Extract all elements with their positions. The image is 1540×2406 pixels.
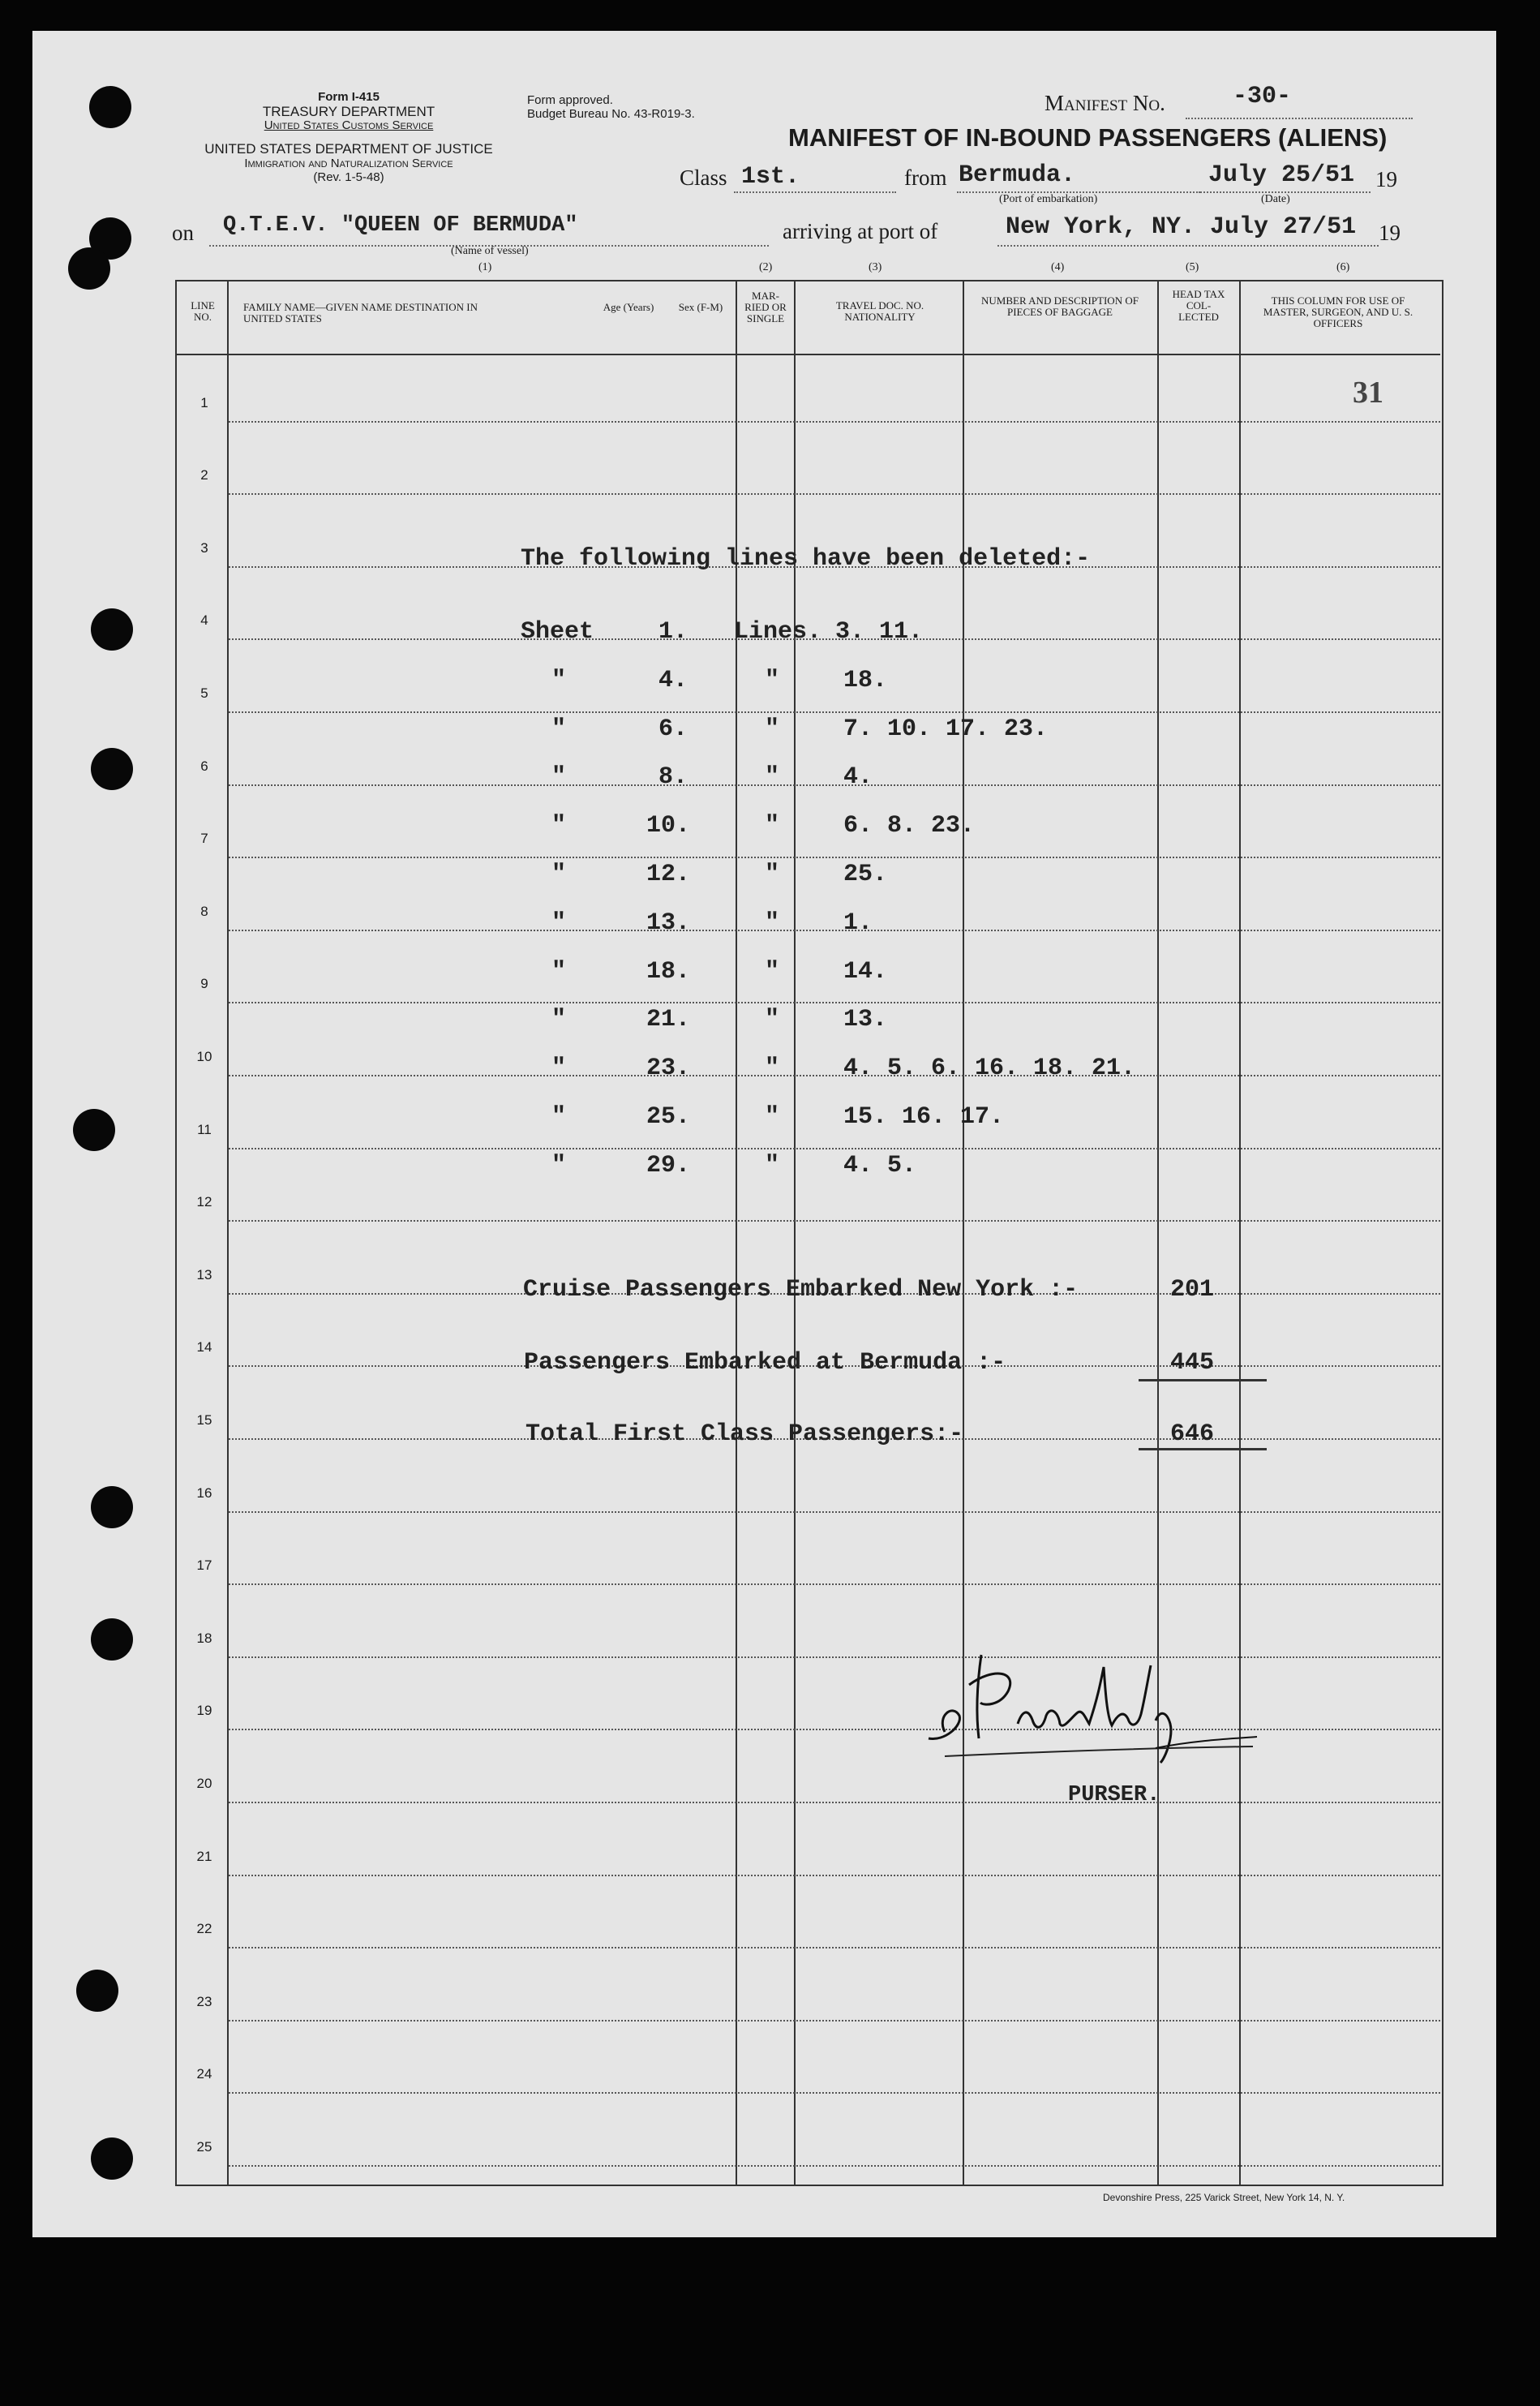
colnum-5: (5)	[1186, 261, 1199, 273]
treasury-dept: TREASURY DEPARTMENT	[262, 104, 435, 119]
deletion-mark: "	[551, 1151, 567, 1179]
deletion-lines-mark: "	[765, 812, 780, 840]
row-rule	[229, 1947, 1440, 1948]
line-number: 10	[196, 1049, 212, 1064]
row-rule	[229, 784, 1440, 786]
deletion-sheet: 12.	[646, 861, 691, 888]
row-rule	[229, 1220, 1440, 1222]
deletion-mark: "	[551, 812, 567, 840]
line-number: 1	[200, 394, 208, 410]
row-rule	[229, 930, 1440, 931]
line-number: 21	[196, 1848, 212, 1864]
vessel-value: Q.T.E.V. "QUEEN OF BERMUDA"	[223, 213, 578, 238]
total-rule	[1139, 1448, 1267, 1450]
deletion-mark: "	[551, 715, 567, 743]
port-value: Bermuda.	[959, 161, 1076, 189]
total-label-first-class: Total First Class Passengers:-	[525, 1420, 964, 1448]
col-sex: Sex (F-M)	[678, 301, 723, 313]
class-label: Class	[680, 165, 727, 190]
row-rule	[229, 421, 1440, 423]
row-rule	[229, 1002, 1440, 1003]
from-label: from	[904, 165, 947, 190]
binder-hole	[91, 2137, 133, 2180]
line-number: 17	[196, 1557, 212, 1574]
deletion-lines-mark: "	[765, 715, 780, 743]
deletion-mark: "	[551, 763, 567, 792]
line-number: 3	[200, 539, 208, 556]
deletion-lines-mark: "	[765, 1055, 780, 1083]
class-value: 1st.	[741, 163, 800, 191]
header-rule	[175, 354, 1440, 355]
line-number: 12	[196, 1194, 212, 1210]
line-number: 2	[200, 467, 208, 483]
port-caption: (Port of embarkation)	[999, 193, 1098, 205]
line-number: 24	[196, 2066, 212, 2082]
line-number: 25	[196, 2139, 212, 2155]
binder-hole	[91, 608, 133, 651]
deletion-lines: 4. 5.	[843, 1151, 917, 1179]
deletion-mark: "	[551, 909, 567, 937]
deletion-mark: "	[551, 957, 567, 986]
binder-hole	[73, 1109, 115, 1151]
deletion-sheet: 8.	[658, 763, 688, 792]
line-number: 23	[196, 1993, 212, 2009]
line-number: 13	[196, 1266, 212, 1282]
deletion-sheet: 21.	[646, 1006, 691, 1034]
line-number: 18	[196, 1630, 212, 1646]
manifest-no-line	[1186, 118, 1413, 119]
deletion-sheet: 25.	[646, 1103, 691, 1131]
revision: (Rev. 1-5-48)	[313, 170, 384, 184]
total-value-bermuda: 445	[1170, 1349, 1215, 1377]
arrival-suffix: 19	[1379, 221, 1401, 245]
binder-hole	[91, 1486, 133, 1528]
deletion-lines: 1.	[843, 909, 873, 937]
row-rule	[229, 1875, 1440, 1876]
deletion-sheet: 13.	[646, 909, 691, 937]
deletion-lines: 3. 11.	[835, 618, 924, 646]
deletion-mark: "	[551, 1055, 567, 1083]
form-approved: Form approved.	[527, 93, 613, 107]
line-number: 8	[200, 903, 208, 919]
class-line	[734, 191, 896, 193]
form-number: Form I-415	[318, 90, 380, 104]
col-married: MAR-RIED OR SINGLE	[744, 290, 787, 324]
row-rule	[229, 857, 1440, 858]
col-baggage: NUMBER AND DESCRIPTION OF PIECES OF BAGGAGE	[981, 294, 1139, 318]
purser-signature	[912, 1635, 1261, 1777]
deletion-sheet: 23.	[646, 1055, 691, 1083]
deletion-lines-mark: "	[765, 666, 780, 694]
colnum-3: (3)	[869, 261, 882, 273]
line-number: 15	[196, 1412, 212, 1428]
row-rule	[229, 1511, 1440, 1513]
deletion-lines: 4. 5. 6. 16. 18. 21.	[843, 1055, 1136, 1083]
row-rule	[229, 1802, 1440, 1803]
deletion-lines-mark: "	[765, 1151, 780, 1179]
deletion-mark: "	[551, 861, 567, 888]
deletion-mark: "	[551, 666, 567, 694]
deletion-sheet: 1.	[658, 618, 688, 646]
vessel-caption: (Name of vessel)	[451, 245, 529, 257]
date-suffix: 19	[1375, 167, 1397, 191]
purser-label: PURSER.	[1068, 1783, 1160, 1807]
deletion-lines: 6. 8. 23.	[843, 812, 976, 840]
deletion-lines-mark: "	[765, 861, 780, 888]
line-number: 5	[200, 685, 208, 701]
binder-hole	[76, 1970, 118, 2012]
deletion-lines: 4.	[843, 763, 873, 792]
col-headtax: HEAD TAX COL-LECTED	[1172, 288, 1225, 323]
total-label-bermuda: Passengers Embarked at Bermuda :-	[524, 1349, 1006, 1377]
row-rule	[229, 1075, 1440, 1076]
total-label-cruise: Cruise Passengers Embarked New York :-	[523, 1276, 1079, 1304]
deletion-mark: "	[551, 1006, 567, 1034]
deletion-lines: 15. 16. 17.	[843, 1103, 1005, 1131]
arrival-value: New York, NY. July 27/51	[1006, 213, 1357, 241]
deletion-lines: 13.	[843, 1006, 888, 1034]
line-number: 9	[200, 976, 208, 992]
on-label: on	[172, 221, 194, 245]
ins-service: Immigration and Naturalization Service	[244, 157, 453, 170]
manifest-no-label: Manifest No.	[1045, 91, 1165, 115]
deletion-lines-mark: "	[765, 909, 780, 937]
subtotal-rule	[1139, 1379, 1267, 1381]
budget-bureau: Budget Bureau No. 43-R019-3.	[527, 107, 695, 121]
line-number: 20	[196, 1776, 212, 1791]
line-number: 6	[200, 758, 208, 774]
line-number: 4	[200, 612, 208, 629]
deletion-sheet: 6.	[658, 715, 688, 743]
binder-hole	[68, 247, 110, 290]
binder-hole	[91, 748, 133, 790]
row-rule	[229, 2020, 1440, 2021]
deletion-lines: 25.	[843, 861, 888, 888]
binder-hole	[89, 86, 131, 128]
date-caption: (Date)	[1261, 193, 1290, 205]
deletion-mark: Sheet	[521, 618, 594, 646]
colnum-4: (4)	[1051, 261, 1065, 273]
row-rule	[229, 2165, 1440, 2167]
col-line-no: LINE NO.	[191, 299, 215, 323]
line-number: 14	[196, 1339, 212, 1356]
binder-hole	[91, 1618, 133, 1661]
deletion-lines-mark: "	[765, 1103, 780, 1131]
col-officers: THIS COLUMN FOR USE OF MASTER, SURGEON, AND U. S. OFFICERS	[1263, 294, 1413, 329]
col-age: Age (Years)	[603, 301, 654, 313]
colnum-2: (2)	[759, 261, 773, 273]
deletion-lines: 18.	[843, 666, 888, 694]
row-rule	[229, 493, 1440, 495]
colnum-6: (6)	[1336, 261, 1350, 273]
col-travel: TRAVEL DOC. NO. NATIONALITY	[835, 299, 924, 323]
manifest-no-value: -30-	[1233, 83, 1292, 110]
line-number: 22	[196, 1921, 212, 1937]
line-number: 16	[196, 1484, 212, 1501]
deletion-sheet: 10.	[646, 812, 691, 840]
deletion-sheet: 4.	[658, 666, 688, 694]
deletion-lines: 14.	[843, 957, 888, 986]
deletion-lines-mark: "	[765, 1006, 780, 1034]
row-rule	[229, 1583, 1440, 1585]
deletion-lines-mark: Lines.	[734, 618, 822, 646]
colnum-1: (1)	[478, 261, 492, 273]
row-rule	[229, 638, 1440, 640]
col-name: FAMILY NAME—GIVEN NAME DESTINATION IN UNITED STATES	[243, 301, 478, 324]
row-rule	[229, 2092, 1440, 2094]
row-rule	[229, 711, 1440, 713]
line-number: 11	[197, 1121, 212, 1137]
page-stamp: 31	[1353, 376, 1383, 410]
deleted-heading: The following lines have been deleted:-	[521, 545, 1091, 573]
customs-service: United States Customs Service	[264, 118, 434, 132]
deletion-lines-mark: "	[765, 957, 780, 986]
line-number: 7	[200, 831, 208, 847]
total-value-first-class: 646	[1170, 1420, 1215, 1448]
date-value: July 25/51	[1208, 161, 1355, 189]
line-number: 19	[196, 1703, 212, 1719]
deletion-lines: 7. 10. 17. 23.	[843, 715, 1049, 743]
deletion-sheet: 18.	[646, 957, 691, 986]
form-title: MANIFEST OF IN-BOUND PASSENGERS (ALIENS)	[788, 123, 1388, 152]
arrival-line	[997, 245, 1379, 247]
deletion-lines-mark: "	[765, 763, 780, 792]
total-value-cruise: 201	[1170, 1276, 1215, 1304]
deletion-sheet: 29.	[646, 1151, 691, 1179]
justice-dept: UNITED STATES DEPARTMENT OF JUSTICE	[204, 141, 493, 157]
deletion-mark: "	[551, 1103, 567, 1131]
row-rule	[229, 1148, 1440, 1149]
printer-imprint: Devonshire Press, 225 Varick Street, New York 14, N. Y.	[1103, 2192, 1345, 2203]
arriving-label: arriving at port of	[783, 219, 938, 243]
